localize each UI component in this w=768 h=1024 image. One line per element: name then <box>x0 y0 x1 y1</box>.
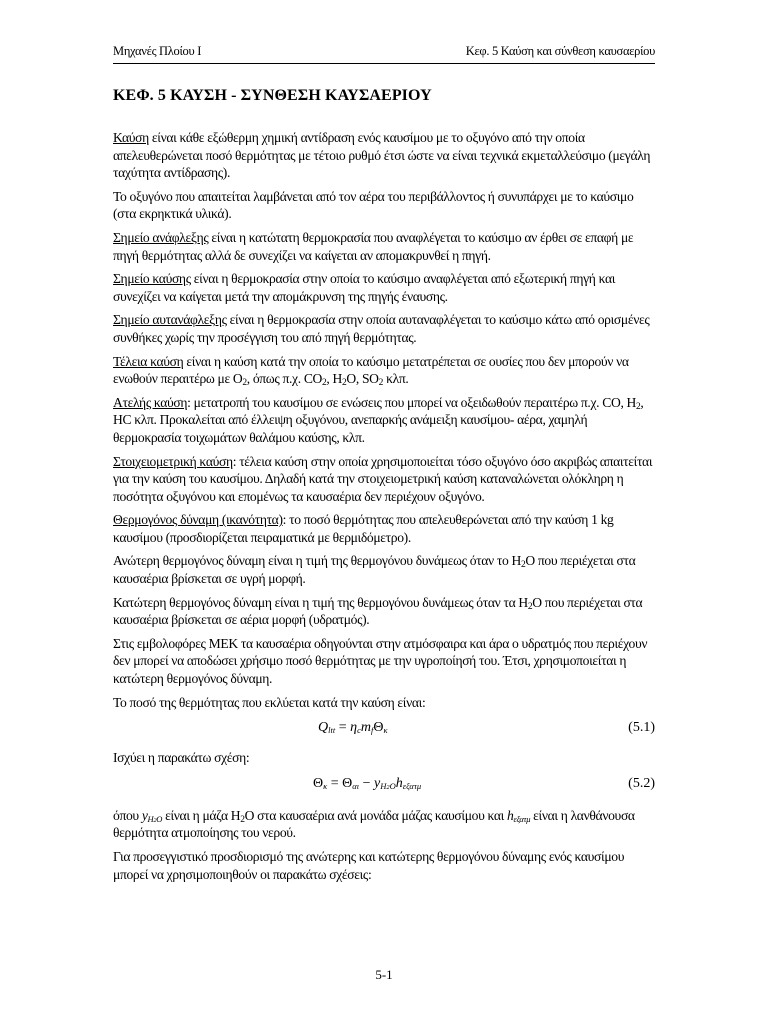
eq-symbol: Θ <box>373 720 384 736</box>
paragraph-text: είναι η λανθάνουσα θερμότητα ατμοποίησης του νερού. <box>113 807 635 841</box>
chapter-title: ΚΕΦ. 5 ΚΑΥΣΗ - ΣΥΝΘΕΣΗ ΚΑΥΣΑΕΡΙΟΥ <box>113 87 432 104</box>
paragraph-text: Κατώτερη θερμογόνος δύναμη είναι η τιμή της θερμογόνου δυνάμεως όταν τα H <box>113 594 528 610</box>
paragraph-higher-heating-value <box>113 552 655 587</box>
term-incomplete-combustion: Ατελής καύση <box>113 394 188 410</box>
term-calorific-value: Θερμογόνος δύναμη (ικανότητα) <box>113 512 283 528</box>
paragraph-text: κλπ. <box>383 371 409 387</box>
term-stoichiometric: Στοιχειομετρική καύση <box>113 453 233 469</box>
paragraph-lower-heating-value <box>113 594 655 629</box>
paragraph-oxygen: Το οξυγόνο που απαιτείται λαμβάνεται από τον αέρα του περιβάλλοντος ή συνυπάρχει με το καύσιμο (στα εκρηκτικά υλικά). <box>113 188 634 222</box>
paragraph-text: : μετατροπή του καυσίμου σε ενώσεις που μπορεί να οξειδωθούν περαιτέρω π.χ. CO, H <box>187 394 637 410</box>
paragraph-relation: Ισχύει η παρακάτω σχέση: <box>113 750 250 766</box>
paragraph-text: : τέλεια καύση στην οποία χρησιμοποιείται τόσο οξυγόνο όσο ακριβώς απαιτείται για την καύση του καυσίμου. Δηλαδή κατά την στοιχειομετρική καύση καταναλώνεται ολόκληρη η ποσότητα οξυγόνου και επομένως τα καυσαέρια δεν περιέχουν οξυγόνο. <box>113 453 653 504</box>
eq-subscript: H2O <box>380 780 396 791</box>
paragraph-autoignition <box>113 311 655 346</box>
paragraph-combustion <box>113 129 655 182</box>
term-fire-point: Σημείο καύσης <box>113 271 191 287</box>
paragraph-text: είναι κάθε εξώθερμη χημική αντίδραση ενός καυσίμου με το οξυγόνο από την οποία απελευθερώνεται ποσό θερμότητας με τέτοιο ρυθμό έτσι ώστε να είναι τεχνικά εκμεταλλεύσιμο (μεγάλη ταχύτητα αντίδρασης). <box>113 130 651 181</box>
subscript: 2 <box>322 378 327 389</box>
equation-5-2 <box>113 773 655 799</box>
paragraph-engines: Στις εμβολοφόρες ΜΕΚ τα καυσαέρια οδηγούνται στην ατμόσφαιρα και άρα ο υδρατμός που περιέχουν δεν μπορεί να αποδώσει χρήσιμο ποσό θερμότητας με την υγροποίησή του. Έτσι, χρησιμοποιείται η κατώτερη θερμογόνος δύναμη. <box>113 635 648 687</box>
eq-symbol: Q <box>318 720 329 736</box>
eq-subscript: αι <box>352 780 360 791</box>
paragraph-text: O που περιέχεται στα καυσαέρια βρίσκεται σε αέρια μορφή (υδρατμός). <box>113 594 643 628</box>
term-complete-combustion: Τέλεια καύση <box>113 353 184 369</box>
paragraph-text: O, SO <box>346 371 379 387</box>
subscript: 2 <box>240 814 245 825</box>
paragraph-text: είναι η θερμοκρασία στην οποία αυταναφλέγεται το καύσιμο κάτω από ορισμένες συνθήκες χωρίς την προσέγγιση του από πηγή θερμότητας. <box>113 312 650 345</box>
equation-number: (5.2) <box>628 775 655 791</box>
eq-subscript: ltt <box>328 725 336 736</box>
paragraph-text: , όπως π.χ. CO <box>246 371 323 387</box>
eq-symbol: Θ <box>342 775 353 791</box>
running-header-right: Κεφ. 5 Καύση και σύνθεση καυσαερίου <box>465 44 655 58</box>
paragraph-text: είναι η καύση κατά την οποία το καύσιμο μετατρέπεται σε ουσίες που δεν μπορούν να ενωθούν περαιτέρω με O <box>113 353 629 387</box>
equation-expression <box>318 720 388 736</box>
eq-symbol: η <box>350 720 358 736</box>
eq-operator: = <box>335 720 351 736</box>
subscript: 2 <box>636 401 641 412</box>
subscript: 2 <box>242 378 247 389</box>
paragraph-flash-point <box>113 229 655 264</box>
subscript: 2 <box>342 378 347 389</box>
eq-subscript: κ <box>383 725 388 736</box>
equation-5-1 <box>113 717 655 743</box>
paragraph-calorific-value <box>113 511 655 546</box>
eq-symbol: y <box>373 775 381 791</box>
eq-operator: − <box>359 775 374 791</box>
equation-number: (5.1) <box>628 720 655 736</box>
inline-symbol: $h_{\varepsilon\xi\alpha\tau\mu}$ <box>507 807 531 824</box>
eq-subscript: f <box>370 725 374 736</box>
header-rule <box>113 63 655 64</box>
paragraph-text: O στα καυσαέρια ανά μονάδα μάζας καυσίμου και <box>244 807 508 823</box>
paragraph-text: , HC κλπ. Προκαλείται από έλλειψη οξυγόνου, ανεπαρκής ανάμειξη καυσίμου- αέρα, χαμηλή θερμοκρασία τοιχωμάτων θαλάμου καύσης, κλπ. <box>113 394 644 445</box>
eq-subscript: κ <box>323 780 328 791</box>
inline-symbol: $y_{H2O}$ <box>141 807 163 824</box>
paragraph-text: είναι η θερμοκρασία στην οποία το καύσιμο αναφλέγεται από εξωτερική πηγή και συνεχίζει να καίγεται μετά την απομάκρυνση της πηγής έναυσης. <box>113 271 616 304</box>
running-header-left: Μηχανές Πλοίου Ι <box>113 44 202 58</box>
paragraph-complete-combustion <box>113 353 655 388</box>
paragraph-text: O που περιέχεται στα καυσαέρια βρίσκεται σε υγρή μορφή. <box>113 553 636 587</box>
paragraph-text: , H <box>326 371 342 387</box>
paragraph-text: είναι η μάζα H <box>162 807 241 823</box>
paragraph-fire-point <box>113 270 655 305</box>
eq-operator: = <box>327 775 343 791</box>
subscript: 2 <box>527 601 533 612</box>
subscript: 2 <box>378 378 384 389</box>
body-text <box>113 129 655 889</box>
paragraph-text: : το ποσό θερμότητας που απελευθερώνεται από την καύση 1 kg καυσίμου (προσδιορίζεται πειραματικά με θερμιδόμετρο). <box>113 512 614 545</box>
page-number: 5-1 <box>375 967 393 982</box>
paragraph-approximation: Για προσεγγιστικό προσδιορισμό της ανώτερης και κατώτερης θερμογόνου δύναμης ενός καυσίμου μπορεί να χρησιμοποιηθούν οι παρακάτω σχέσεις: <box>113 849 625 882</box>
term-flash-point: Σημείο ανάφλεξης <box>113 229 209 245</box>
paragraph-stoichiometric <box>113 453 655 506</box>
term-combustion: Καύση <box>113 130 149 145</box>
eq-subscript: εξατμ <box>402 780 422 791</box>
eq-symbol: h <box>395 775 403 791</box>
paragraph-heat-release: Το ποσό της θερμότητας που εκλύεται κατά την καύση είναι: <box>113 694 426 710</box>
equation-expression <box>313 776 421 792</box>
eq-symbol: Θ <box>313 775 324 791</box>
paragraph-incomplete-combustion <box>113 394 655 447</box>
subscript: 2 <box>520 560 526 571</box>
term-autoignition: Σημείο αυτανάφλεξης <box>113 312 227 328</box>
eq-symbol: m <box>360 720 371 736</box>
paragraph-text: όπου <box>113 807 142 823</box>
paragraph-text: Ανώτερη θερμογόνος δύναμη είναι η τιμή της θερμογόνου δυνάμεως όταν το H <box>113 553 521 569</box>
paragraph-text: είναι η κατώτατη θερμοκρασία που αναφλέγεται το καύσιμο αν έρθει σε επαφή με πηγή θερμότητας αλλά δε συνεχίζει να καίγεται αν απομακρυνθεί η πηγή. <box>113 229 634 263</box>
eq-subscript: c <box>357 725 361 736</box>
paragraph-where <box>113 807 655 842</box>
